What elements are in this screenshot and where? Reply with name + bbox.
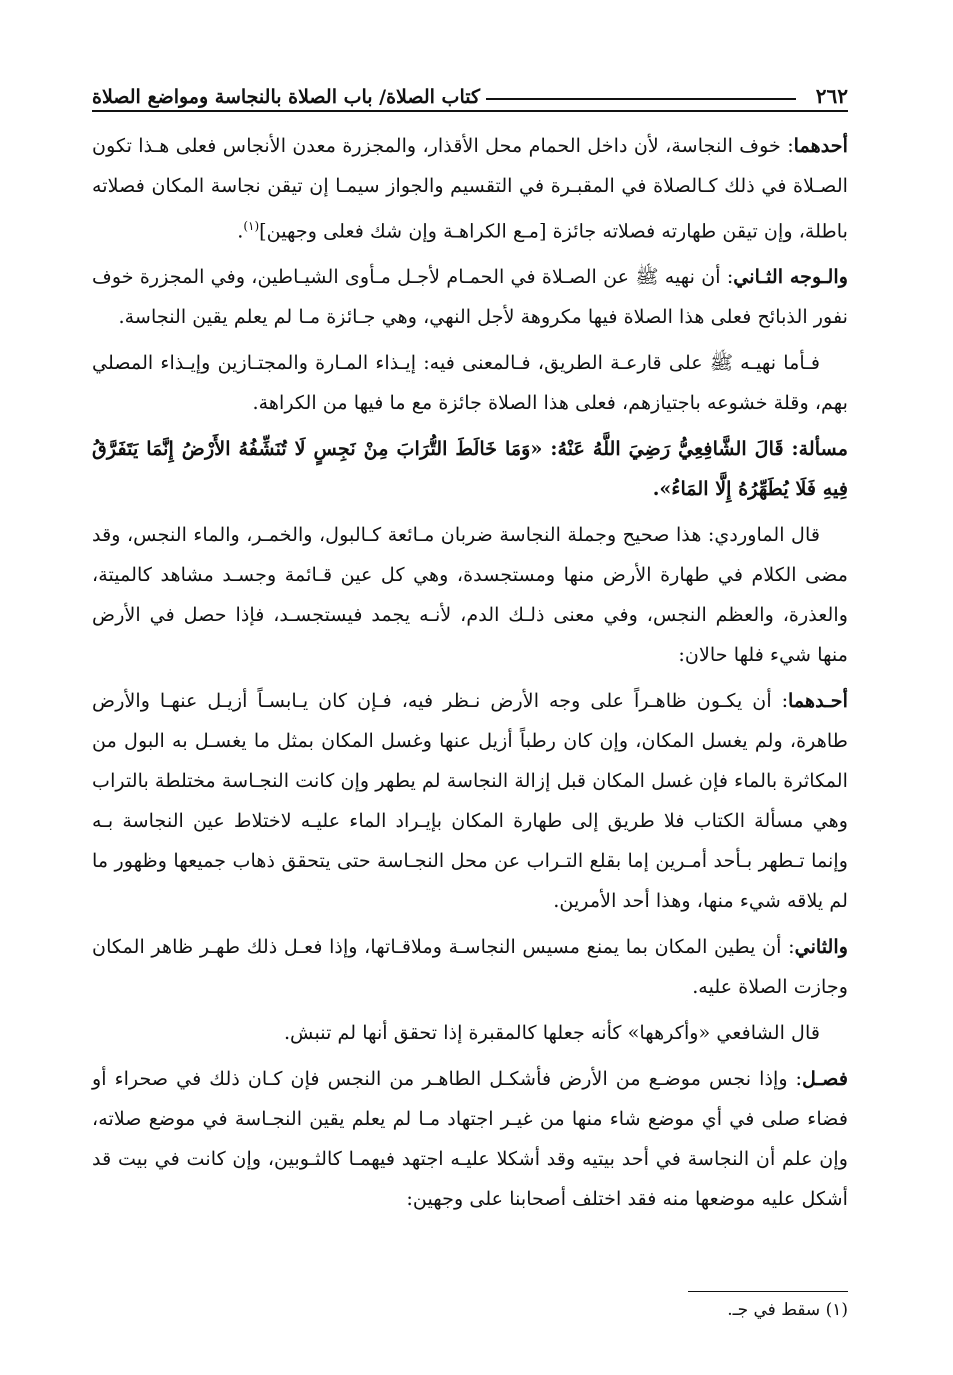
paragraph: والثاني: أن يطين المكان بما يمنع مسيس النجاسـة وملاقـاتها، وإذا فعـل ذلك طهـر ظاهر المكان وجازت الصلاة عليه. bbox=[92, 935, 848, 999]
header-title: كتاب الصلاة/ باب الصلاة بالنجاسة ومواضع الصلاة bbox=[92, 86, 481, 108]
book-page bbox=[92, 78, 848, 1328]
paragraph: قال الماوردي: هذا صحيح وجملة النجاسة ضربان مـائعة كـالبول، والخمـر، والماء النجس، وقد مضى الكلام في طهارة الأرض منها ومستجسدة، وهي كل عين قـائمة وجسـد مشاهد كالميتة، والعذرة، والعظم النجس، وفي معنى ذلـك الدم، لأنـه يجمد فيستجسـد، فإذا حصل في الأرض منها شيء فلها حالان: bbox=[92, 523, 848, 667]
page-number: ٢٦٢ bbox=[815, 84, 848, 108]
header-rule bbox=[486, 98, 796, 100]
paragraph: قال الشافعي «وأكرهها» كأنه جعلها كالمقبرة إذا تحقق أنها لم تنبش. bbox=[283, 1021, 820, 1045]
footnote-ref: (١) bbox=[243, 219, 260, 233]
paragraph: فصـل: وإذا نجس موضـع من الأرض فأشكـل الطاهـر من النجس فإن كـان ذلك في صحراء أو فضاء صلى في أي موضع شاء منها من غيـر اجتهاد مـا لم يعلم يقين النجـاسة في موضع صلاته، وإن علم أن النجاسة في أحد بيتيه وقد أشكلا عليـه اجتهد فيهمـا كالثـوبين، وإن كانت في بيت قد أشكل عليه موضعها منه فقد اختلف أصحابنا على وجهين: bbox=[92, 1067, 848, 1211]
footnote-rule bbox=[688, 1291, 848, 1292]
paragraph: فـأما نهيـه ﷺ على قارعـة الطريق، فـالمعنى فيه: إيـذاء المـارة والمجتـازين وإيـذاء المصلي بهم، وقلة خشوعه باجتيازهم، فعلى هذا الصلاة جائزة مع ما فيها من الكراهة. bbox=[92, 351, 848, 415]
paragraph: مسألة: قَالَ الشَّافِعِيُّ رَضِيَ اللَّهُ عَنْهُ: «وَمَا خَالَطَ التُّرَابَ مِنْ نَجِسٍ لَا تُنَشِّفُهُ الأَرْضُ إِنَّمَا يَتَفَرَّقُ فِيهِ فَلَا يُطَهِّرُهُ إِلَّا المَاءُ». bbox=[92, 437, 849, 501]
paragraph: أحـدهما: أن يكـون ظاهـراً على وجه الأرض نـظر فيه، فـإن كان يـابسـاً أزيـل عنهـا والأرض طاهرة، ولم يغسل المكان، وإن كان رطباً أزيل عنها وغسل المكان بمثل ما يغسـل به البول من المكاثرة بالماء فإن غسل المكان قبل إزالة النجاسة لم يطهر وإن كانت النجـاسة مختلطة بالتراب وهي مسألة الكتاب فلا طريق إلى طهارة المكان بإيـراد الماء عليـه لاختلاط عين النجاسة بـه وإنما تـطهر بـأحد أمـرين إما بقلع التـراب عن محل النجـاسة حتى يتحقق ذهاب جميعها وظهور ما لم يلاقه شيء منها، وهذا أحد الأمرين. bbox=[92, 689, 848, 913]
paragraph: والـوجه الثـاني: أن نهيه ﷺ عن الصـلاة في الحمـام لأجـل مـأوى الشيـاطين، وفي المجزرة خوف نفور الذبائح فعلى هذا الصلاة فيها مكروهة لأجل النهي، وهي جـائزة مـا لم يعلم يقين النجاسة. bbox=[92, 265, 848, 329]
running-header bbox=[92, 78, 848, 112]
paragraph: أحدهما: خوف النجاسة، لأن داخل الحمام محل الأقذار، والمجزرة معدن الأنجاس فعلى هـذا تكون الصـلاة في ذلك كـالصلاة في المقبـرة في التقسيم والجواز سيمـا إن تيقن نجاسة المكان فصلاته باطلة، وإن تيقن طهارته فصلاته جائزة [مـع الكراهـة وإن شك فعلى وجهين]$^{(١)}$. bbox=[92, 134, 848, 243]
footnote: (١) سقط في جـ. bbox=[727, 1300, 848, 1320]
page-body bbox=[92, 126, 848, 1219]
